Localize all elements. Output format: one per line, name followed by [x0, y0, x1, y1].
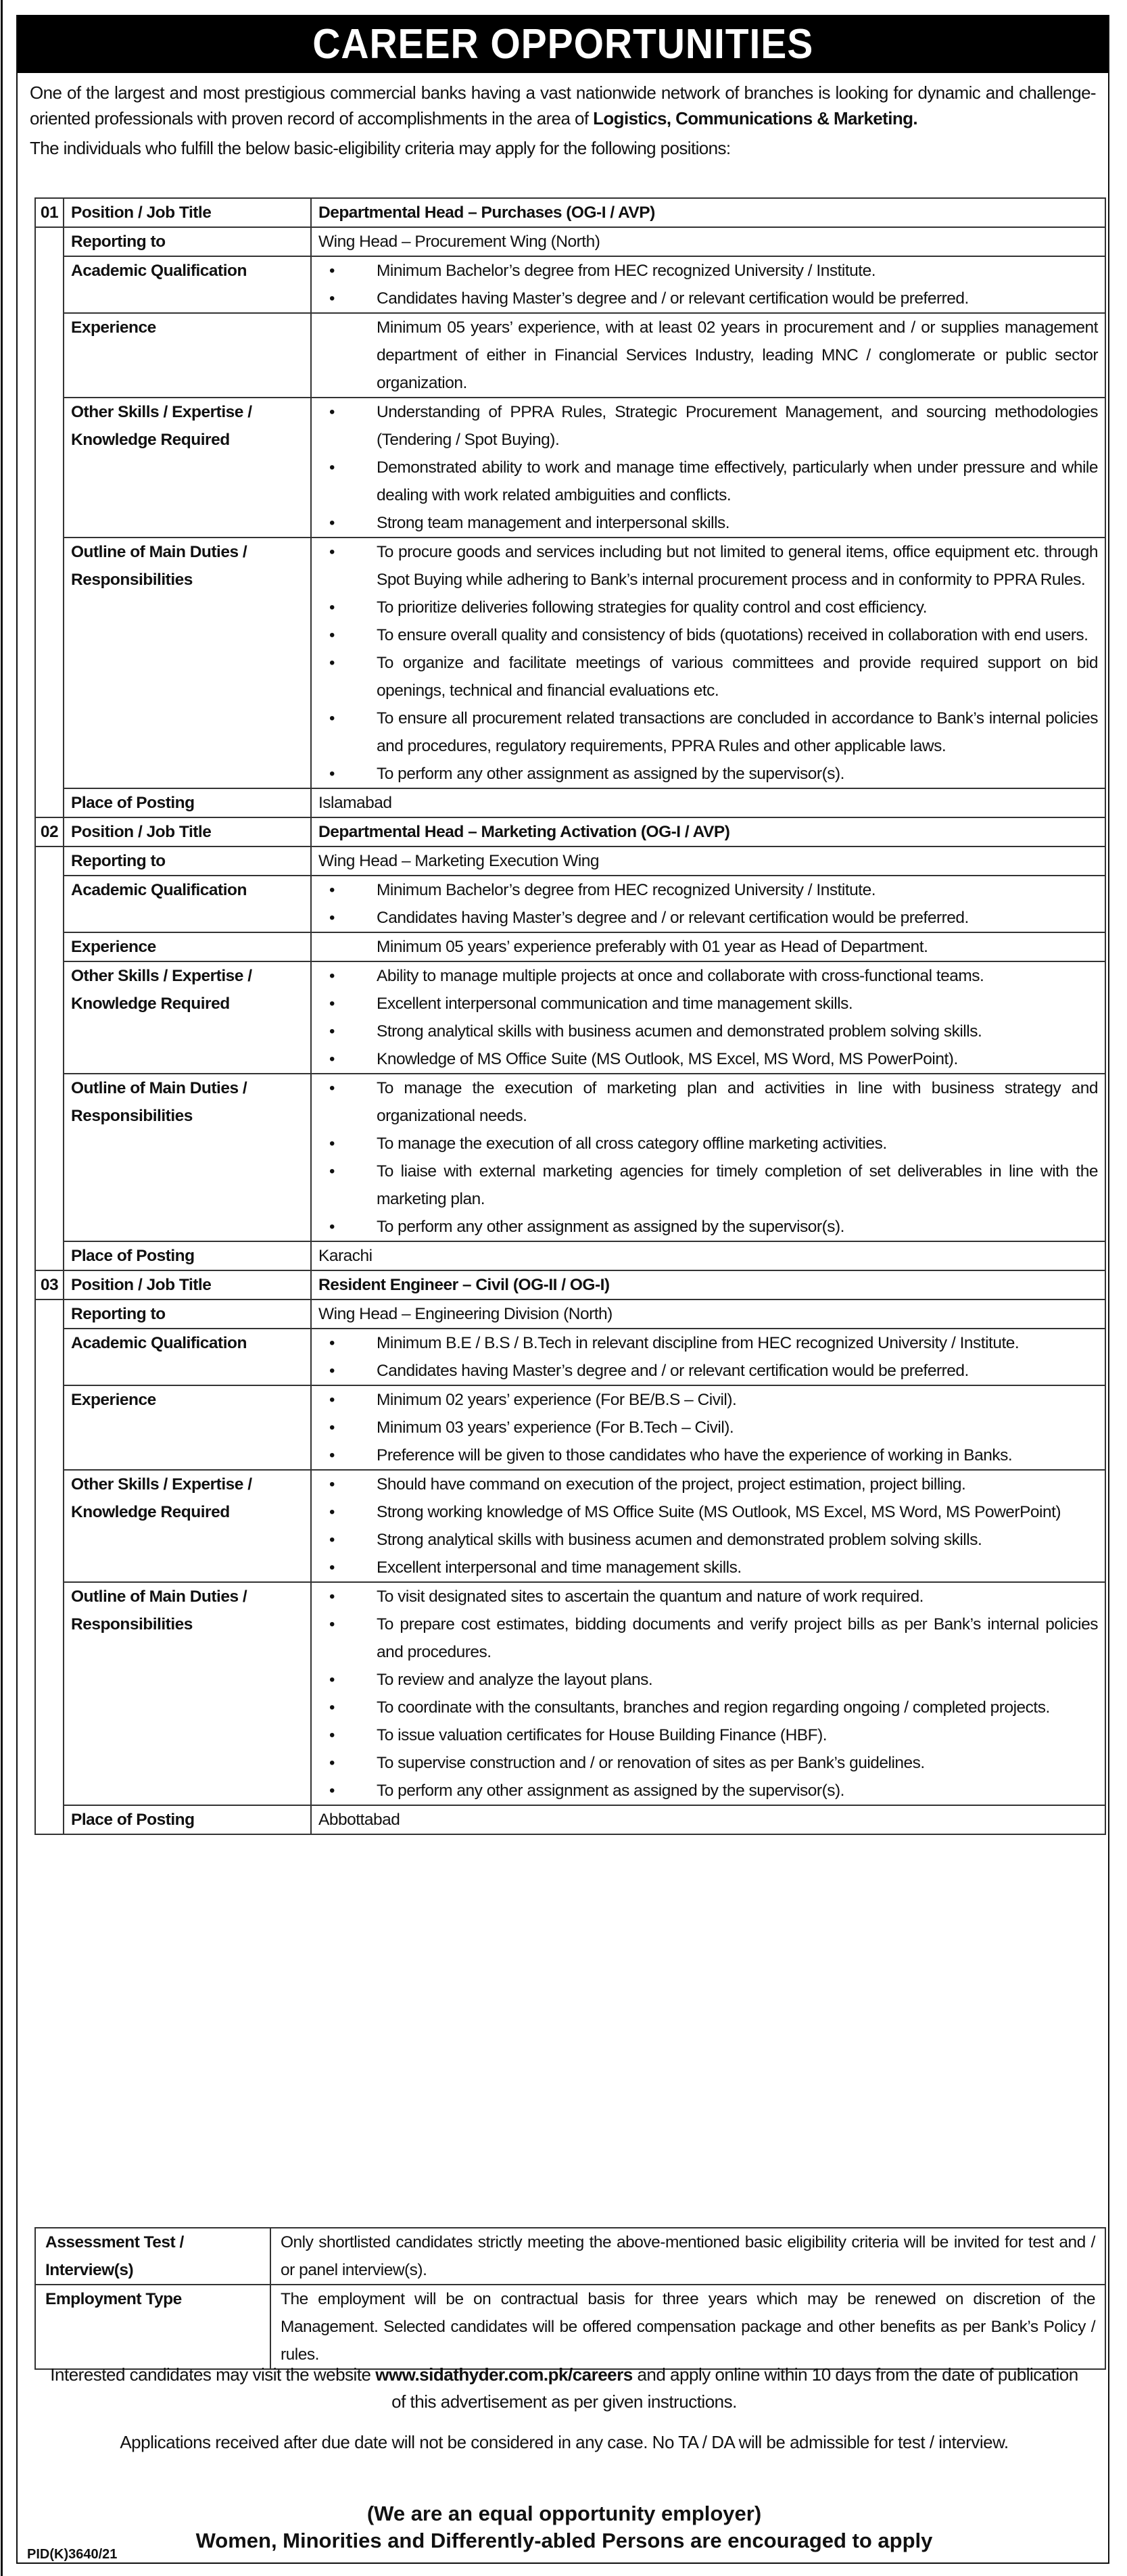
terms-row [35, 2285, 1105, 2369]
job-row-posting [35, 788, 1105, 817]
duties [311, 1582, 1105, 1805]
academic-qualification [311, 1329, 1105, 1385]
late-notice: Applications received after due date will not be considered in any case. No TA / DA will be admissible for test / interview. [120, 2432, 1009, 2452]
terms-value: The employment will be on contractual basis for three years which may be renewed on discretion of the Management. Selected candidates will be offered compensation package and other benefits as per Bank’s Policy / rules. [270, 2285, 1105, 2369]
job-row-reporting [35, 1299, 1105, 1329]
job-row-duties [35, 1074, 1105, 1241]
list-item: • Minimum 02 years’ experience (For BE/B.S – Civil). [318, 1386, 1098, 1414]
list-item: • Strong analytical skills with business acumen and demonstrated problem solving skills. [318, 1018, 1098, 1045]
intro-eligibility: The individuals who fulfill the below basic-eligibility criteria may apply for the following positions: [30, 138, 731, 158]
academic-qualification [311, 256, 1105, 313]
list-item: • Knowledge of MS Office Suite (MS Outlook, MS Excel, MS Word, MS PowerPoint). [318, 1045, 1098, 1073]
label-academic: Academic Qualification [64, 1329, 311, 1385]
terms-table [34, 2227, 1106, 2370]
skills-list [318, 1471, 1098, 1581]
academic-qualification [311, 876, 1105, 932]
label-position: Position / Job Title [64, 198, 311, 227]
job-row-posting [35, 1805, 1105, 1834]
job-row-duties [35, 1582, 1105, 1805]
job-title: Resident Engineer – Civil (OG-II / OG-I) [311, 1270, 1105, 1299]
apply-instructions [18, 2361, 1111, 2415]
job-row-experience [35, 932, 1105, 961]
label-academic: Academic Qualification [64, 876, 311, 932]
skills [311, 1470, 1105, 1582]
experience-text: Minimum 05 years’ experience preferably with 01 year as Head of Department. [377, 938, 928, 956]
job-row-academic [35, 1329, 1105, 1385]
label-academic: Academic Qualification [64, 256, 311, 313]
list-item: • To ensure overall quality and consistency of bids (quotations) received in collaboration with end users. [318, 621, 1098, 649]
page-left-rule [1, 0, 3, 2576]
list-item: • To manage the execution of all cross category offline marketing activities. [318, 1130, 1098, 1158]
job-row-experience [35, 313, 1105, 398]
list-item: • To issue valuation certificates for House Building Finance (HBF). [318, 1721, 1098, 1749]
careers-link[interactable]: www.sidathyder.com.pk/careers [375, 2364, 633, 2385]
duties-list [318, 1074, 1098, 1241]
list-item: • Strong team management and interpersonal skills. [318, 509, 1098, 537]
job-number-spacer [35, 846, 64, 1270]
experience [311, 313, 1105, 398]
job-title-row [35, 1270, 1105, 1299]
job-title: Departmental Head – Marketing Activation (OG-I / AVP) [311, 817, 1105, 846]
list-item: • To perform any other assignment as assigned by the supervisor(s). [318, 1213, 1098, 1241]
list-item: • Candidates having Master’s degree and / or relevant certification would be preferred. [318, 1357, 1098, 1385]
reporting-to: Wing Head – Engineering Division (North) [311, 1299, 1105, 1329]
job-row-reporting [35, 227, 1105, 256]
job-row-duties [35, 538, 1105, 788]
intro [18, 73, 1108, 161]
label-position: Position / Job Title [64, 817, 311, 846]
terms-row [35, 2228, 1105, 2285]
list-item: • Excellent interpersonal and time management skills. [318, 1554, 1098, 1581]
experience-list [318, 1386, 1098, 1469]
list-item: • Strong working knowledge of MS Office Suite (MS Outlook, MS Excel, MS Word, MS PowerPoint) [318, 1498, 1098, 1526]
reporting-to: Wing Head – Procurement Wing (North) [311, 227, 1105, 256]
duties [311, 538, 1105, 788]
list-item: • To organize and facilitate meetings of various committees and provide required support on bid openings, technical and financial evaluations etc. [318, 649, 1098, 705]
experience [311, 932, 1105, 961]
reporting-to: Wing Head – Marketing Execution Wing [311, 846, 1105, 876]
page-title: CAREER OPPORTUNITIES [312, 20, 813, 68]
academic-qualification-list [318, 876, 1098, 932]
label-position: Position / Job Title [64, 1270, 311, 1299]
label-posting: Place of Posting [64, 788, 311, 817]
list-item: • To supervise construction and / or renovation of sites as per Bank’s guidelines. [318, 1749, 1098, 1777]
pid-number: PID(K)3640/21 [27, 2547, 118, 2562]
label-duties: Outline of Main Duties / Responsibilities [64, 1074, 311, 1241]
job-number: 03 [35, 1270, 64, 1299]
list-item: • Demonstrated ability to work and manage time effectively, particularly when under pressure and while dealing with work related ambiguities and conflicts. [318, 454, 1098, 509]
list-item: • To ensure all procurement related transactions are concluded in accordance to Bank’s internal policies and procedures, regulatory requirements, PPRA Rules and other applicable laws. [318, 705, 1098, 760]
list-item: • Minimum Bachelor’s degree from HEC recognized University / Institute. [318, 876, 1098, 904]
list-item: • To visit designated sites to ascertain the quantum and nature of work required. [318, 1583, 1098, 1611]
job-title-row [35, 198, 1105, 227]
encouragement: Women, Minorities and Differently-abled Persons are encouraged to apply [195, 2529, 933, 2552]
list-item: • Candidates having Master’s degree and / or relevant certification would be preferred. [318, 904, 1098, 932]
intro-paragraph [30, 80, 1096, 131]
terms-value: Only shortlisted candidates strictly meeting the above-mentioned basic eligibility criteria will be invited for test and / or panel interview(s). [270, 2228, 1105, 2285]
place-of-posting: Abbottabad [311, 1805, 1105, 1834]
intro-text: One of the largest and most prestigious commercial banks having a vast nationwide network of branches is looking for dynamic and challenge-oriented professionals with proven record of accomplishments in the area of [30, 82, 1096, 128]
list-item: • Minimum 03 years’ experience (For B.Tech – Civil). [318, 1414, 1098, 1441]
list-item: • To manage the execution of marketing plan and activities in line with business strategy and organizational needs. [318, 1074, 1098, 1130]
apply-text: and apply online within 10 days from the date of publication of this advertisement as per given instructions. [391, 2364, 1078, 2412]
list-item: • To liaise with external marketing agencies for timely completion of set deliverables in line with the marketing plan. [318, 1158, 1098, 1213]
experience [311, 1385, 1105, 1470]
list-item: • To procure goods and services including but not limited to general items, office equipment etc. through Spot Buying while adhering to Bank’s internal procurement process and in conformity to PPRA Rules. [318, 538, 1098, 594]
job-title-row [35, 817, 1105, 846]
experience-text: Minimum 05 years’ experience, with at least 02 years in procurement and / or supplies management department of either in Financial Services Industry, leading MNC / conglomerate or public sector organization. [377, 318, 1098, 392]
job-row-posting [35, 1241, 1105, 1270]
job-row-academic [35, 256, 1105, 313]
duties-list [318, 1583, 1098, 1805]
job-row-academic [35, 876, 1105, 932]
label-reporting: Reporting to [64, 1299, 311, 1329]
label-reporting: Reporting to [64, 846, 311, 876]
academic-qualification-list [318, 257, 1098, 312]
equal-opportunity: (We are an equal opportunity employer) [366, 2502, 762, 2525]
label-experience: Experience [64, 932, 311, 961]
place-of-posting: Islamabad [311, 788, 1105, 817]
skills [311, 961, 1105, 1074]
list-item: • To prepare cost estimates, bidding documents and verify project bills as per Bank’s internal policies and procedures. [318, 1611, 1098, 1666]
header-banner [18, 15, 1108, 73]
label-skills: Other Skills / Expertise / Knowledge Required [64, 961, 311, 1074]
label-posting: Place of Posting [64, 1805, 311, 1834]
terms-label: Employment Type [35, 2285, 270, 2369]
list-item: • Preference will be given to those candidates who have the experience of working in Banks. [318, 1441, 1098, 1469]
list-item: • Should have command on execution of the project, project estimation, project billing. [318, 1471, 1098, 1498]
job-row-skills [35, 1470, 1105, 1582]
list-item: • Excellent interpersonal communication and time management skills. [318, 990, 1098, 1018]
intro-areas: Logistics, Communications & Marketing. [593, 108, 918, 128]
positions-table [34, 197, 1106, 1835]
label-experience: Experience [64, 1385, 311, 1470]
list-item: • Minimum Bachelor’s degree from HEC recognized University / Institute. [318, 257, 1098, 285]
label-experience: Experience [64, 313, 311, 398]
list-item: • Understanding of PPRA Rules, Strategic Procurement Management, and sourcing methodologies (Tendering / Spot Buying). [318, 398, 1098, 454]
list-item: • Strong analytical skills with business acumen and demonstrated problem solving skills. [318, 1526, 1098, 1554]
job-number: 02 [35, 817, 64, 846]
list-item: • To perform any other assignment as assigned by the supervisor(s). [318, 1777, 1098, 1805]
list-item: • To review and analyze the layout plans. [318, 1666, 1098, 1694]
list-item: • To prioritize deliveries following strategies for quality control and cost efficiency. [318, 594, 1098, 621]
label-skills: Other Skills / Expertise / Knowledge Required [64, 1470, 311, 1582]
advertisement-sheet [16, 15, 1109, 2564]
list-item: • Candidates having Master’s degree and / or relevant certification would be preferred. [318, 285, 1098, 312]
list-item: • To perform any other assignment as assigned by the supervisor(s). [318, 760, 1098, 788]
academic-qualification-list [318, 1329, 1098, 1385]
skills-list [318, 398, 1098, 537]
label-reporting: Reporting to [64, 227, 311, 256]
duties-list [318, 538, 1098, 788]
list-item: • To coordinate with the consultants, branches and region regarding ongoing / completed projects. [318, 1694, 1098, 1721]
job-row-experience [35, 1385, 1105, 1470]
skills [311, 398, 1105, 538]
label-posting: Place of Posting [64, 1241, 311, 1270]
list-item: • Minimum B.E / B.S / B.Tech in relevant discipline from HEC recognized University / Institute. [318, 1329, 1098, 1357]
duties [311, 1074, 1105, 1241]
apply-text: Interested candidates may visit the website [50, 2364, 376, 2385]
job-number-spacer [35, 1299, 64, 1834]
place-of-posting: Karachi [311, 1241, 1105, 1270]
list-item: • Ability to manage multiple projects at once and collaborate with cross-functional teams. [318, 962, 1098, 990]
job-row-skills [35, 398, 1105, 538]
job-title: Departmental Head – Purchases (OG-I / AVP) [311, 198, 1105, 227]
label-duties: Outline of Main Duties / Responsibilities [64, 538, 311, 788]
job-number-spacer [35, 227, 64, 817]
terms-label: Assessment Test / Interview(s) [35, 2228, 270, 2285]
job-row-skills [35, 961, 1105, 1074]
job-row-reporting [35, 846, 1105, 876]
job-number: 01 [35, 198, 64, 227]
label-skills: Other Skills / Expertise / Knowledge Required [64, 398, 311, 538]
label-duties: Outline of Main Duties / Responsibilities [64, 1582, 311, 1805]
skills-list [318, 962, 1098, 1073]
